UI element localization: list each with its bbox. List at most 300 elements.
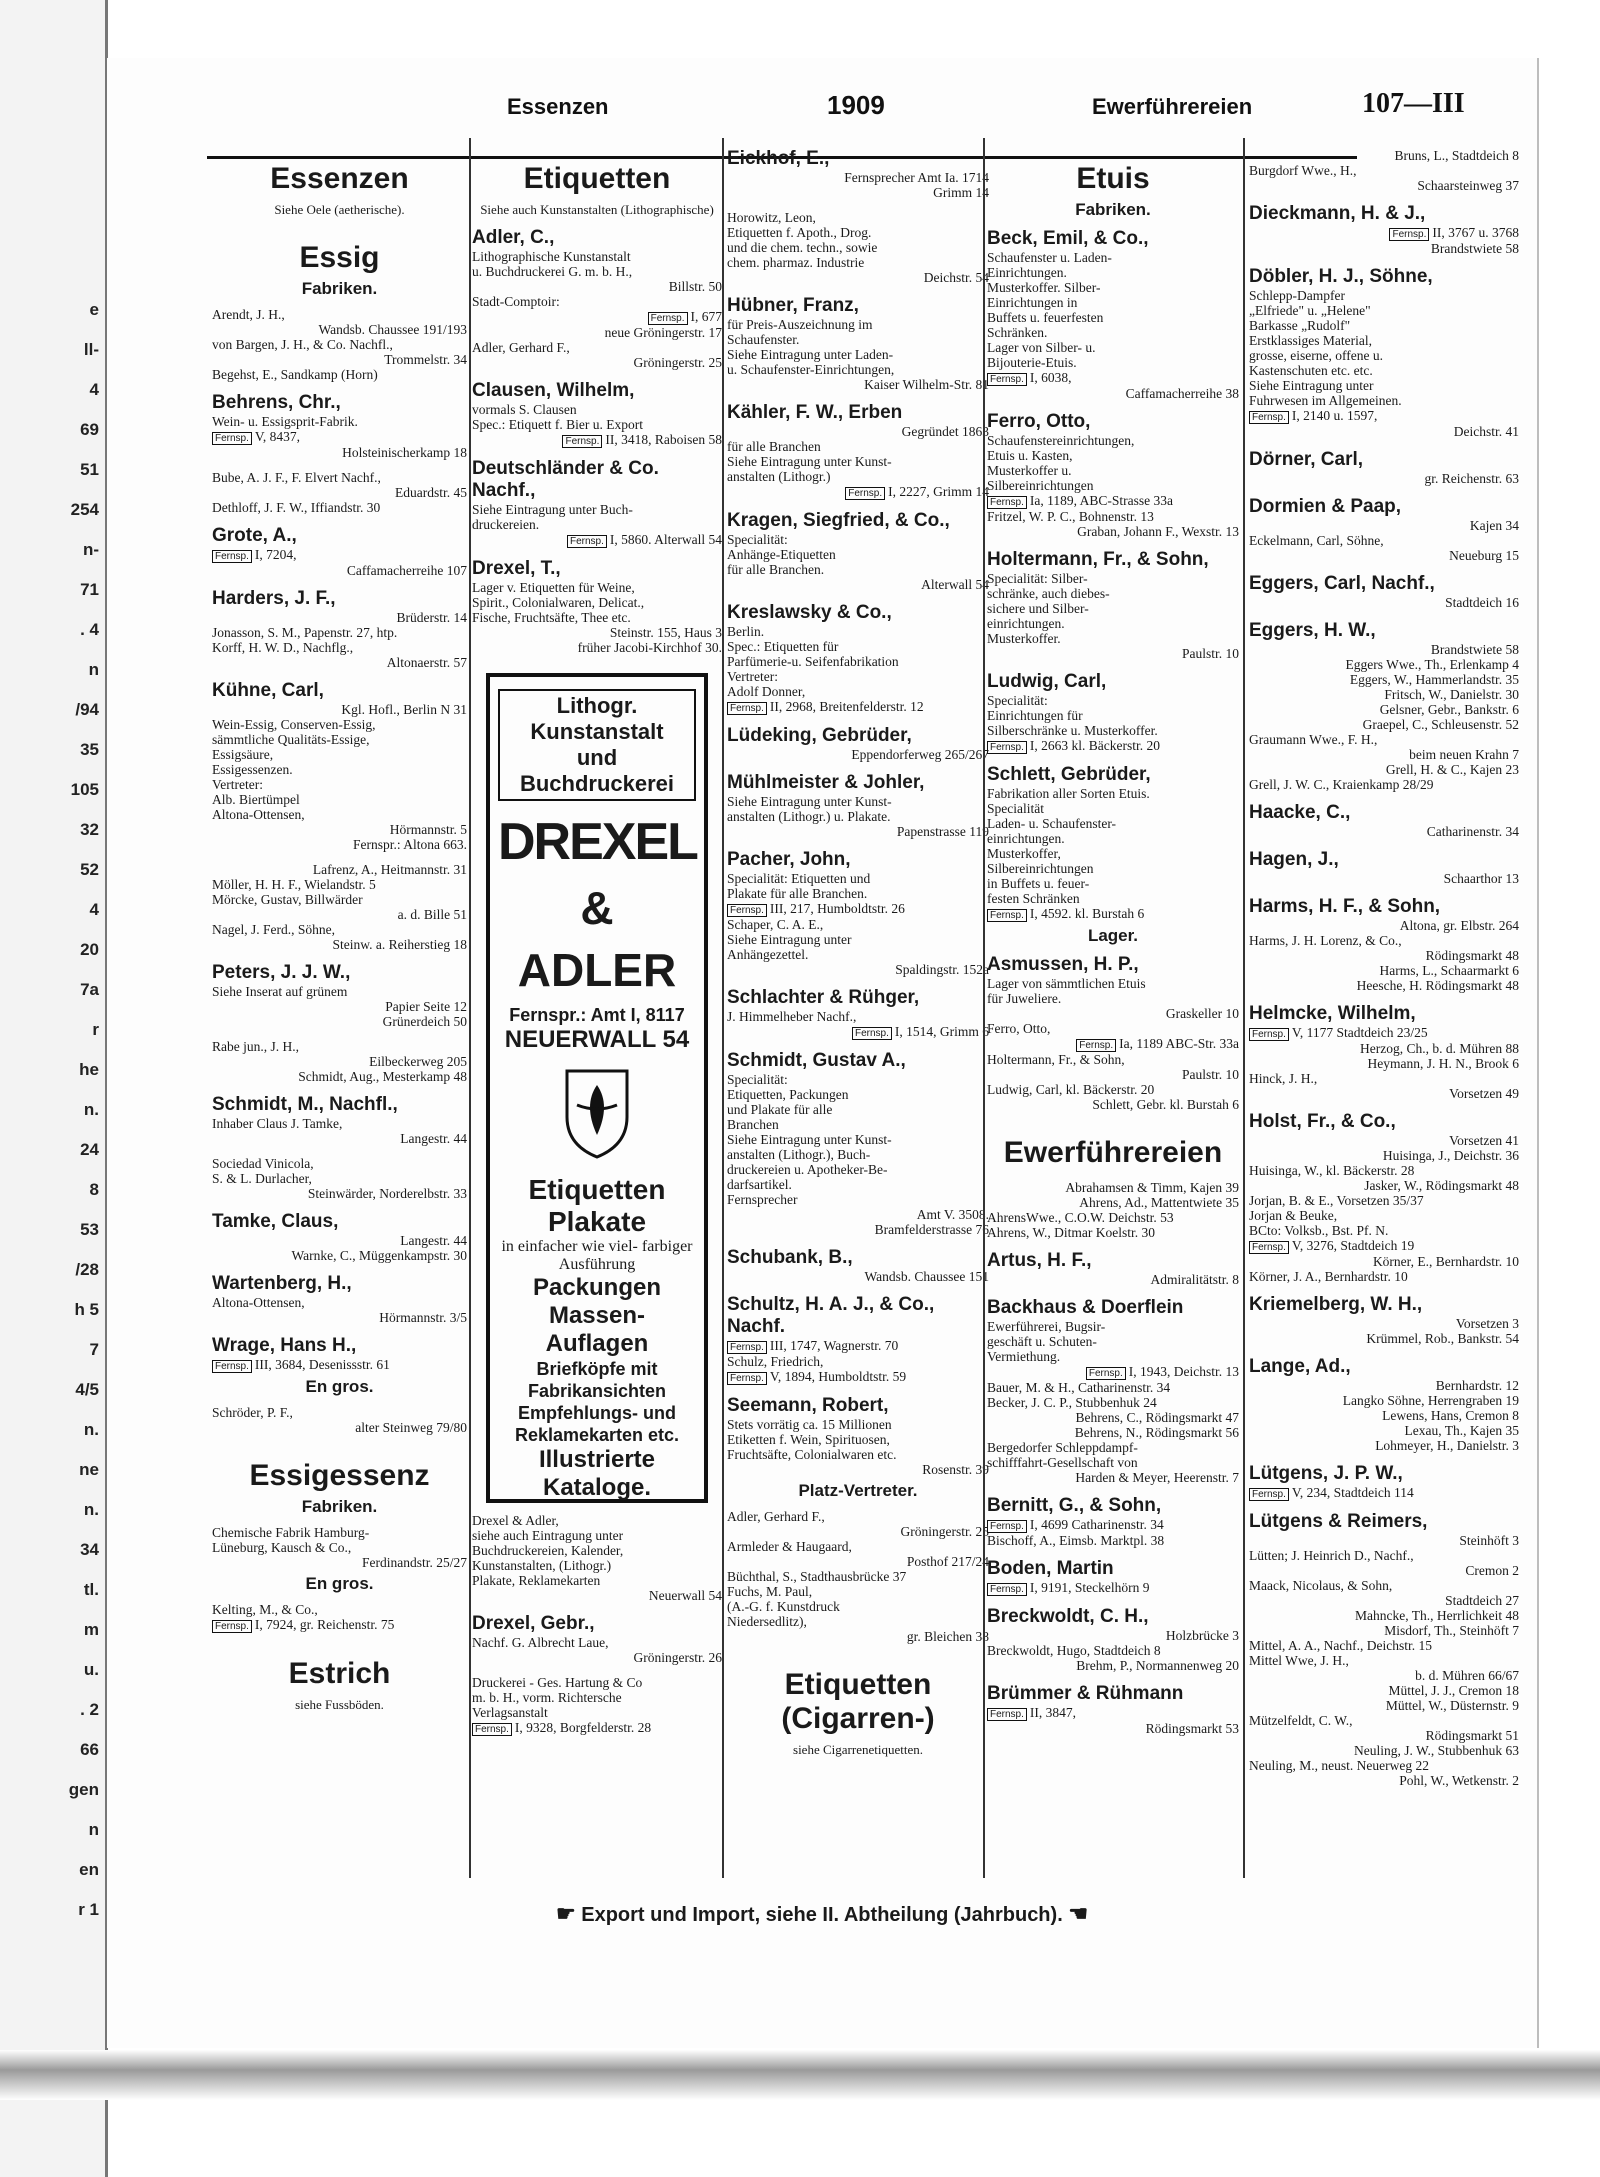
margin-fragment: en <box>79 1860 99 1879</box>
entry-line: Buchdruckereien, Kalender, <box>472 1543 624 1558</box>
entry-line: Schlepp-Dampfer <box>1249 288 1345 303</box>
entry-line: Grell, H. & C., Kajen 23 <box>1385 762 1519 777</box>
margin-fragment: 105 <box>70 780 99 799</box>
entry-line: Rödingsmarkt 48 <box>1425 948 1519 963</box>
ad-product: Reklamekarten etc. <box>514 1425 680 1445</box>
entry-line: anstalten (Lithogr.) <box>727 469 831 484</box>
entry-line: Gröningerstr. 25 <box>900 1524 989 1539</box>
drexel-adler-advertisement <box>486 673 708 1503</box>
entry-line: Harden & Meyer, Heerenstr. 7 <box>1075 1470 1239 1485</box>
business-name: Wartenberg, H., <box>212 1273 352 1294</box>
entry-line: Vorsetzen 49 <box>1449 1086 1519 1101</box>
entry-line: Siehe Eintragung unter Kunst- <box>727 454 892 469</box>
entry-line <box>472 532 722 548</box>
entry-line: Bernhardstr. 12 <box>1435 1378 1519 1393</box>
margin-fragment: 254 <box>70 500 99 519</box>
fernsprecher-badge: Fernsp. <box>1249 411 1289 424</box>
entry-line: Krümmel, Rob., Bankstr. 54 <box>1366 1331 1519 1346</box>
margin-fragment: . 2 <box>80 1700 99 1719</box>
phone-detail: I, 7204, <box>254 547 297 562</box>
entry-line: S. & L. Durlacher, <box>212 1171 312 1186</box>
fernsprecher-badge: Fernsp. <box>648 312 688 325</box>
ad-product: Illustrierte <box>538 1446 656 1473</box>
business-entry <box>727 602 989 715</box>
entry-line: Deichstr. 41 <box>1453 424 1519 439</box>
margin-fragment: n <box>88 660 99 679</box>
business-name: Harders, J. F., <box>212 588 336 609</box>
business-entry <box>727 987 989 1040</box>
fernsprecher-badge: Fernsp. <box>1086 1367 1126 1380</box>
entry-line: Langestr. 44 <box>400 1233 467 1248</box>
entry-line: Armleder & Haugaard, <box>727 1539 852 1554</box>
entry-line: für Preis-Auszeichnung im <box>727 317 873 332</box>
entry-line: Becker, J. C. P., Stubbenhuk 24 <box>987 1395 1157 1410</box>
business-name: Deutschländer & Co. Nachf., <box>472 458 659 501</box>
business-entry <box>1249 802 1519 839</box>
footer-text: Export und Import, siehe II. Abtheilung (Jahrbuch). <box>581 1904 1063 1926</box>
business-name: Breckwoldt, C. H., <box>987 1606 1149 1627</box>
entry-line: schifffahrt-Gesellschaft von <box>987 1455 1138 1470</box>
entry-line <box>1249 408 1519 424</box>
margin-fragment: 51 <box>80 460 99 479</box>
plain-entries <box>212 862 467 952</box>
entry-line: Bischoff, A., Eimsb. Marktpl. 38 <box>987 1533 1165 1548</box>
fernsprecher-badge: Fernsp. <box>727 1372 767 1385</box>
business-name: Artus, H. F., <box>987 1250 1092 1271</box>
entry-line: Adolf Donner, <box>727 684 806 699</box>
entry-line: (A.-G. f. Kunstdruck <box>727 1599 840 1614</box>
entry-line: Etuis u. Kasten, <box>987 448 1073 463</box>
entry-line: Neueburg 15 <box>1449 548 1519 563</box>
entry-line: Specialität <box>987 801 1044 816</box>
column-divider <box>722 138 724 1878</box>
column-divider <box>983 138 985 1878</box>
phone-detail: I, 2663 kl. Bäckerstr. 20 <box>1029 738 1161 753</box>
entry-line: J. Himmelheber Nachf., <box>727 1009 857 1024</box>
entry-line: Fritsch, W., Danielstr. 30 <box>1384 687 1519 702</box>
phone-detail: Ia, 1189, ABC-Strasse 33a <box>1029 493 1174 508</box>
entry-line: Gegründet 1863 <box>901 424 989 439</box>
business-name: Backhaus & Doerflein <box>987 1297 1184 1318</box>
entry-line: Einrichtungen. <box>987 265 1067 280</box>
header-right-keyword: Ewerführereien <box>1092 94 1253 119</box>
entry-line: Herzog, Ch., b. d. Mühren 88 <box>1360 1041 1519 1056</box>
entry-line: Billstr. 50 <box>668 279 722 294</box>
entry-line: Bijouterie-Etuis. <box>987 355 1077 370</box>
business-name: Schubank, B., <box>727 1247 853 1268</box>
entry-line: Fernspr.: Altona 663. <box>353 837 467 852</box>
entry-line: Lager von Silber- u. <box>987 340 1096 355</box>
entry-line: Einrichtungen in <box>987 295 1078 310</box>
business-entry <box>727 402 989 500</box>
entry-line: einrichtungen. <box>987 616 1065 631</box>
business-name: Schultz, H. A. J., & Co., Nachf. <box>727 1294 935 1337</box>
entry-line: Silbereinrichtungen <box>987 861 1094 876</box>
business-entry <box>1249 266 1519 439</box>
plain-entries <box>472 1513 722 1603</box>
business-name: Adler, C., <box>472 227 555 248</box>
fernsprecher-badge: Fernsp. <box>212 432 252 445</box>
entry-line: Musterkoffer u. <box>987 463 1072 478</box>
phone-detail: III, 217, Humboldtstr. 26 <box>769 901 905 916</box>
ad-product: Fabrikansichten <box>527 1381 667 1401</box>
business-entry <box>987 1250 1239 1287</box>
entry-line: Neuerwall 54 <box>648 1588 722 1603</box>
entry-line: anstalten (Lithogr.), Buch- <box>727 1147 871 1162</box>
business-entry <box>1249 1356 1519 1453</box>
entry-line: Stadtdeich 27 <box>1445 1593 1519 1608</box>
fernsprecher-badge: Fernsp. <box>727 702 767 715</box>
phone-detail: I, 9191, Steckelhörn 9 <box>1029 1580 1150 1595</box>
entry-line: schränke, auch diebes- <box>987 586 1110 601</box>
business-entry <box>212 680 467 852</box>
business-entry <box>727 1294 989 1385</box>
entry-line: Rödingsmarkt 51 <box>1425 1728 1519 1743</box>
entry-line: sämmtliche Qualitäts-Essige, <box>212 732 370 747</box>
business-entry <box>212 1211 467 1263</box>
entry-line: Musterkoffer. Silber- <box>987 280 1101 295</box>
business-entry <box>727 295 989 392</box>
entry-line: Maack, Nicolaus, & Sohn, <box>1249 1578 1393 1593</box>
entry-line: Lüneburg, Kausch & Co., <box>212 1540 352 1555</box>
entry-line: Ludwig, Carl, kl. Bäckerstr. 20 <box>987 1082 1155 1097</box>
entry-line: Harms, L., Schaarmarkt 6 <box>1379 963 1519 978</box>
cross-reference: Siehe Oele (aetherische). <box>274 202 405 217</box>
column-divider <box>1243 138 1245 1878</box>
header-year: 1909 <box>827 90 885 120</box>
margin-fragment: /28 <box>75 1260 99 1279</box>
business-name: Kriemelberg, W. H., <box>1249 1294 1423 1315</box>
business-name: Behrens, Chr., <box>212 392 341 413</box>
fernsprecher-badge: Fernsp. <box>727 1341 767 1354</box>
entry-line: Ferdinandstr. 25/27 <box>362 1555 467 1570</box>
entry-line: Fernsprecher <box>727 1192 798 1207</box>
ad-brand-name: DREXEL <box>498 813 697 871</box>
entry-line: Schmidt, Aug., Mesterkamp 48 <box>298 1069 467 1084</box>
plain-entries <box>212 1525 467 1570</box>
margin-fragment: he <box>79 1060 99 1079</box>
entry-line: Rosenstr. 39 <box>922 1462 989 1477</box>
margin-fragment: r <box>92 1020 99 1039</box>
entry-line: Specialität: <box>727 1072 788 1087</box>
subsection-heading: Platz-Vertreter. <box>798 1481 918 1500</box>
margin-fragment: 35 <box>80 740 99 759</box>
entry-line: Etiquetten f. Apoth., Drog. <box>727 225 872 240</box>
phone-detail: V, 234, Stadtdeich 114 <box>1291 1485 1414 1500</box>
entry-line: BCto: Volksb., Bst. Pf. N. <box>1249 1223 1389 1238</box>
phone-detail: II, 3767 u. 3768 <box>1432 225 1519 240</box>
entry-line: Deichstr. 54 <box>923 270 989 285</box>
section-heading: Etiquetten <box>523 162 671 195</box>
entry-line: chem. pharmaz. Industrie <box>727 255 865 270</box>
entry-line: siehe auch Eintragung unter <box>472 1528 624 1543</box>
entry-line: Lithographische Kunstanstalt <box>472 249 631 264</box>
entry-line: Spec.: Etiquetten für <box>727 639 839 654</box>
ad-product: Briefköpfe mit <box>536 1359 658 1379</box>
entry-line: Behrens, N., Rödingsmarkt 56 <box>1074 1425 1239 1440</box>
entry-line: Holsteinischerkamp 18 <box>342 445 467 460</box>
business-entry <box>727 849 989 977</box>
phone-detail: V, 3276, Stadtdeich 19 <box>1291 1238 1415 1253</box>
business-name: Lange, Ad., <box>1249 1356 1351 1377</box>
business-name: Kreslawsky & Co., <box>727 602 892 623</box>
subsection-heading: Lager. <box>1087 926 1139 945</box>
business-entry <box>987 1606 1239 1673</box>
entry-line: b. d. Mühren 66/67 <box>1415 1668 1519 1683</box>
entry-line <box>472 432 722 448</box>
entry-line: Brandstwiete 58 <box>1430 642 1519 657</box>
business-name: Hagen, J., <box>1249 849 1339 870</box>
entry-line: Grell, J. W. C., Kraienkamp 28/29 <box>1249 777 1434 792</box>
margin-fragment: 4 <box>89 380 99 399</box>
entry-line: Papier Seite 12 <box>385 999 467 1014</box>
entry-line: druckereien. <box>472 517 540 532</box>
entry-line: Mörcke, Gustav, Billwärder <box>212 892 363 907</box>
entry-line: Heymann, J. H. N., Brook 6 <box>1367 1056 1519 1071</box>
ad-address: NEUERWALL 54 <box>504 1026 690 1053</box>
business-entry <box>987 1558 1239 1596</box>
business-name: Schlett, Gebrüder, <box>987 764 1151 785</box>
entry-line: beim neuen Krahn 7 <box>1409 747 1519 762</box>
ad-product: Plakate <box>547 1206 647 1237</box>
entry-line: Altona-Ottensen, <box>212 807 305 822</box>
section-heading: Essigessenz <box>249 1459 430 1492</box>
entry-line <box>212 1617 467 1633</box>
entry-line: vormals S. Clausen <box>472 402 577 417</box>
entry-line: Schaufenstereinrichtungen, <box>987 433 1135 448</box>
business-name: Helmcke, Wilhelm, <box>1249 1003 1416 1024</box>
fernsprecher-badge: Fernsp. <box>852 1027 892 1040</box>
entry-line: Bauer, M. & H., Catharinenstr. 34 <box>987 1380 1171 1395</box>
margin-fragment: 24 <box>80 1140 99 1159</box>
entry-line: Kunstanstalten, (Lithogr.) <box>472 1558 612 1573</box>
running-header <box>107 86 1537 136</box>
phone-detail: V, 1177 Stadtdeich 23/25 <box>1291 1025 1428 1040</box>
fernsprecher-badge: Fernsp. <box>1249 1488 1289 1501</box>
entry-line: Gröningerstr. 25 <box>633 355 722 370</box>
entry-line: Siehe Eintragung unter <box>1249 378 1374 393</box>
business-entry <box>727 510 989 592</box>
entry-line: Fuchs, M. Paul, <box>727 1584 813 1599</box>
business-entry <box>472 227 722 370</box>
entry-line <box>212 547 467 563</box>
margin-fragment: n. <box>83 1100 99 1119</box>
ad-products <box>498 1174 696 1238</box>
ad-product: Auflagen <box>545 1330 649 1357</box>
phone-detail: I, 2140 u. 1597, <box>1291 408 1378 423</box>
entry-line: Inhaber Claus J. Tamke, <box>212 1116 343 1131</box>
entry-line: Jorjan & Beuke, <box>1249 1208 1338 1223</box>
plain-entries <box>212 1156 467 1201</box>
page-number: 107—III <box>1362 88 1465 119</box>
entry-line: Stets vorrätig ca. 15 Millionen <box>727 1417 892 1432</box>
entry-line: Fuhrwesen im Allgemeinen. <box>1249 393 1402 408</box>
margin-fragment: 66 <box>80 1740 99 1759</box>
margin-fragment: n. <box>83 1500 99 1519</box>
entry-line: Büchthal, S., Stadthausbrücke 37 <box>727 1569 907 1584</box>
business-name: Tamke, Claus, <box>212 1211 339 1232</box>
business-name: Eggers, H. W., <box>1249 620 1376 641</box>
phone-detail: II, 3847, <box>1029 1705 1077 1720</box>
entry-line: Langko Söhne, Herrengraben 19 <box>1342 1393 1519 1408</box>
entry-line: Jorjan, B. & E., Vorsetzen 35/37 <box>1249 1193 1424 1208</box>
entry-line: u. Schaufenster-Einrichtungen, <box>727 362 895 377</box>
entry-line: Bramfelderstrasse 76 <box>874 1222 989 1237</box>
entry-line <box>987 738 1239 754</box>
entry-line <box>727 699 989 715</box>
phone-detail: I, 6038, <box>1029 370 1072 385</box>
entry-line: Catharinenstr. 34 <box>1426 824 1519 839</box>
margin-fragment: . 4 <box>80 620 99 639</box>
entry-line: Kastenschuten etc. etc. <box>1249 363 1373 378</box>
fernsprecher-badge: Fernsp. <box>212 550 252 563</box>
fernsprecher-badge: Fernsp. <box>987 496 1027 509</box>
entry-line: Eggers Wwe., Th., Erlenkamp 4 <box>1345 657 1519 672</box>
entry-line: Caffamacherreihe 38 <box>1125 386 1239 401</box>
entry-line: Stadt-Comptoir: <box>472 294 560 309</box>
entry-line: Niedersedlitz), <box>727 1614 807 1629</box>
entry-line <box>987 1517 1239 1533</box>
margin-fragment: 7a <box>80 980 99 999</box>
fernsprecher-badge: Fernsp. <box>987 741 1027 754</box>
margin-fragment: h 5 <box>74 1300 99 1319</box>
entry-line: Eduardstr. 45 <box>395 485 467 500</box>
entry-line: Schlett, Gebr. kl. Burstah 6 <box>1092 1097 1239 1112</box>
entry-line: Arendt, J. H., <box>212 307 285 322</box>
entry-line: früher Jacobi-Kirchhof 30. <box>577 640 722 655</box>
business-name: Asmussen, H. P., <box>987 954 1139 975</box>
business-entry <box>1249 849 1519 886</box>
entry-line: Spirit., Colonialwaren, Delicat., <box>472 595 645 610</box>
entry-line: Essigsäure, <box>212 747 274 762</box>
entry-line: Fruchtsäfte, Colonialwaren etc. <box>727 1447 897 1462</box>
left-page-edge <box>0 0 108 2177</box>
entry-line: Laden- u. Schaufenster- <box>987 816 1117 831</box>
entry-line: Bube, A. J. F., F. Elvert Nachf., <box>212 470 381 485</box>
phone-detail: I, 1514, Grimm 6 <box>894 1024 989 1039</box>
entry-line: Paulstr. 10 <box>1181 1067 1239 1082</box>
entry-line: für alle Branchen <box>727 439 821 454</box>
business-entry <box>727 725 989 762</box>
entry-line: Eckelmann, Carl, Söhne, <box>1249 533 1384 548</box>
section-heading: Ewerführereien <box>1003 1136 1223 1169</box>
phone-detail: V, 8437, <box>254 429 301 444</box>
business-name: Boden, Martin <box>987 1558 1114 1579</box>
entry-line: Kgl. Hofl., Berlin N 31 <box>341 702 467 717</box>
entry-line: Vorsetzen 41 <box>1449 1133 1519 1148</box>
entry-line <box>472 1720 722 1736</box>
entry-line: in Buffets u. feuer- <box>987 876 1090 891</box>
column-2-bottom <box>472 1513 722 1736</box>
entry-line: druckereien u. Apotheker-Be- <box>727 1162 888 1177</box>
business-entry <box>1249 1003 1519 1101</box>
entry-line: Mahncke, Th., Herrlichkeit 48 <box>1355 1608 1519 1623</box>
entry-line: Musterkoffer. <box>987 631 1061 646</box>
fernsprecher-badge: Fernsp. <box>1389 228 1429 241</box>
entry-line: Graban, Johann F., Wexstr. 13 <box>1077 524 1239 539</box>
entry-line: Schulz, Friedrich, <box>727 1354 824 1369</box>
entry-line: Dethloff, J. F. W., Iffiandstr. 30 <box>212 500 381 515</box>
business-name: Eggers, Carl, Nachf., <box>1249 573 1435 594</box>
entry-line: Wandsb. Chaussee 151 <box>864 1269 989 1284</box>
entry-line: von Bargen, J. H., & Co. Nachfl., <box>212 337 393 352</box>
business-entry <box>987 954 1239 1112</box>
business-entry <box>212 392 467 460</box>
ad-header-box <box>498 689 696 801</box>
entry-line: Lexau, Th., Kajen 35 <box>1404 1423 1519 1438</box>
entry-line <box>727 484 989 500</box>
business-entry <box>987 764 1239 922</box>
entry-line: Korff, H. W. D., Nachflg., <box>212 640 354 655</box>
plain-entries <box>727 1509 989 1644</box>
entry-line: Essigessenzen. <box>212 762 293 777</box>
subsection-heading: Fabriken. <box>1075 200 1151 219</box>
margin-fragment: m <box>83 1620 99 1639</box>
business-entry <box>987 549 1239 661</box>
margin-fragment: 69 <box>80 420 99 439</box>
fernsprecher-badge: Fernsp. <box>1076 1039 1116 1052</box>
entry-line: Steinhöft 3 <box>1459 1533 1519 1548</box>
phone-detail: I, 4592. kl. Burstah 6 <box>1029 906 1145 921</box>
entry-line: Bruns, L., Stadtdeich 8 <box>1394 148 1519 163</box>
margin-fragment: n <box>88 1820 99 1839</box>
crest-icon <box>561 1065 633 1161</box>
entry-line <box>987 370 1239 386</box>
entry-line: Cremon 2 <box>1465 1563 1519 1578</box>
subsection-heading: Fabriken. <box>301 1497 378 1516</box>
entry-line: Chemische Fabrik Hamburg- <box>212 1525 370 1540</box>
phone-detail: II, 2968, Breitenfelderstr. 12 <box>769 699 924 714</box>
entry-line: sichere und Silber- <box>987 601 1089 616</box>
business-name: Holtermann, Fr., & Sohn, <box>987 549 1209 570</box>
entry-line: Fische, Fruchtsäfte, Thee etc. <box>472 610 631 625</box>
business-entry <box>472 380 722 448</box>
entry-line: m. b. H., vorm. Richtersche <box>472 1690 622 1705</box>
entry-line: Harms, J. H. Lorenz, & Co., <box>1249 933 1402 948</box>
business-entry <box>987 1297 1239 1485</box>
entry-line: a. d. Bille 51 <box>397 907 467 922</box>
entry-line: Siehe Eintragung unter Kunst- <box>727 794 892 809</box>
entry-line: Specialität: <box>727 532 788 547</box>
entry-line: Schaper, C. A. E., <box>727 917 824 932</box>
subsection-heading: En gros. <box>305 1574 374 1593</box>
business-entry <box>1249 1463 1519 1501</box>
entry-line: Graepel, C., Schleusenstr. 52 <box>1362 717 1519 732</box>
fernsprecher-badge: Fernsp. <box>845 487 885 500</box>
entry-line <box>1249 225 1519 241</box>
plain-entries <box>1249 148 1519 193</box>
margin-fragment: 71 <box>80 580 99 599</box>
business-name: Schmidt, M., Nachfl., <box>212 1094 398 1115</box>
entry-line: Schaufenster. <box>727 332 800 347</box>
entry-line: Nachf. G. Albrecht Laue, <box>472 1635 609 1650</box>
entry-line: Sociedad Vinicola, <box>212 1156 314 1171</box>
entry-line: Wein-Essig, Conserven-Essig, <box>212 717 376 732</box>
entry-line: Bergedorfer Schleppdampf- <box>987 1440 1138 1455</box>
entry-line: Specialität: Etiquetten und <box>727 871 871 886</box>
business-name: Harms, H. F., & Sohn, <box>1249 896 1441 917</box>
pointing-hand-icon: ☚ <box>1068 1901 1089 1926</box>
entry-line: Caffamacherreihe 107 <box>346 563 467 578</box>
fernsprecher-badge: Fernsp. <box>1249 1028 1289 1041</box>
business-name: Wrage, Hans H., <box>212 1335 357 1356</box>
entry-line: Schaufenster u. Laden- <box>987 250 1112 265</box>
entry-line: Steinw. a. Reiherstieg 18 <box>332 937 467 952</box>
plain-entries <box>212 470 467 515</box>
business-entry <box>212 1273 467 1325</box>
entry-line: alter Steinweg 79/80 <box>355 1420 467 1435</box>
entry-line: Buffets u. feuerfesten <box>987 310 1104 325</box>
